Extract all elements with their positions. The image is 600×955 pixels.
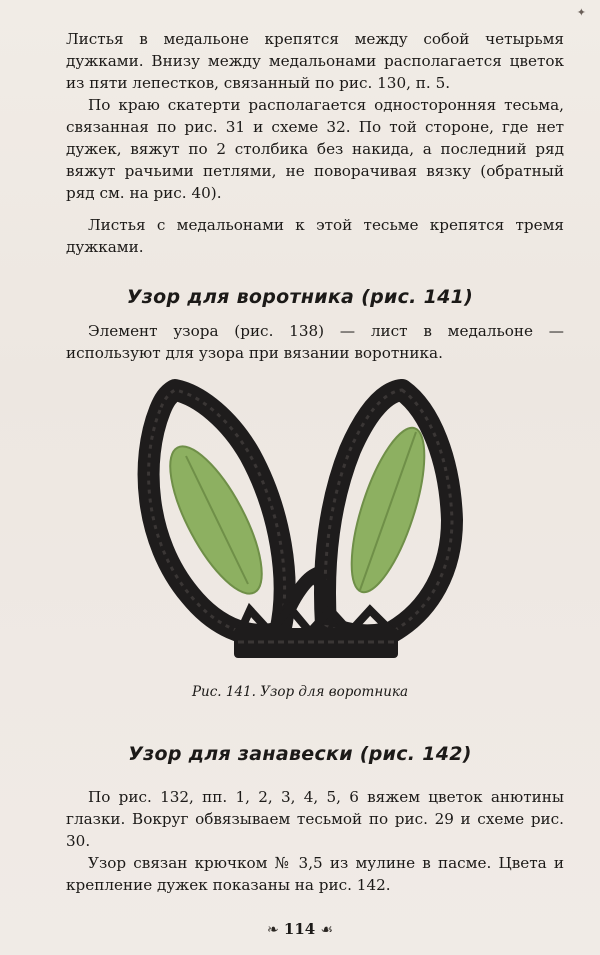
left-medallion — [149, 390, 285, 635]
paragraph-leaves-attach: Листья с медальонами к этой тесьме крепятся тремя дужками. — [66, 216, 564, 256]
paragraph-pansy-flower: По рис. 132, пп. 1, 2, 3, 4, 5, 6 вяжем цветок анютины глазки. Вокруг обвязываем тесьмой по рис. 29 и схеме рис. 30. — [66, 788, 564, 850]
ornament-left-icon: ❧ — [266, 922, 279, 938]
corner-ornament-icon: ✦ — [576, 6, 586, 19]
page-number: 114 — [283, 920, 316, 938]
paragraph-collar-element: Элемент узора (рис. 138) — лист в медальоне — используют для узора при вязании воротника. — [66, 322, 564, 362]
figure-caption: Рис. 141. Узор для воротника — [191, 684, 409, 700]
heading-collar-pattern: Узор для воротника (рис. 141) — [126, 286, 474, 308]
paragraph-tablecloth-edge: По краю скатерти располагается односторонняя тесьма, связанная по рис. 31 и схеме 32. По той стороне, где нет дужек, вяжут по 2 столбика без накида, а последний ряд вяжут рачьими петлями, не поворачивая вязку (обратный ряд см. на рис. 40). — [66, 96, 564, 202]
ornament-right-icon: ☙ — [320, 922, 334, 938]
paragraph-hook-size: Узор связан крючком № 3,5 из мулине в пасме. Цвета и крепление дужек показаны на рис. 142. — [66, 854, 564, 894]
heading-curtain-pattern: Узор для занавески (рис. 142) — [128, 743, 472, 765]
paragraph-medallion-leaves: Листья в медальоне крепятся между собой четырьмя дужками. Внизу между медальонами располагается цветок из пяти лепестков, связанный по рис. 130, п. 5. — [66, 30, 564, 92]
right-medallion — [325, 390, 452, 635]
collar-lace-figure — [130, 370, 476, 670]
page-number-footer — [0, 920, 600, 938]
